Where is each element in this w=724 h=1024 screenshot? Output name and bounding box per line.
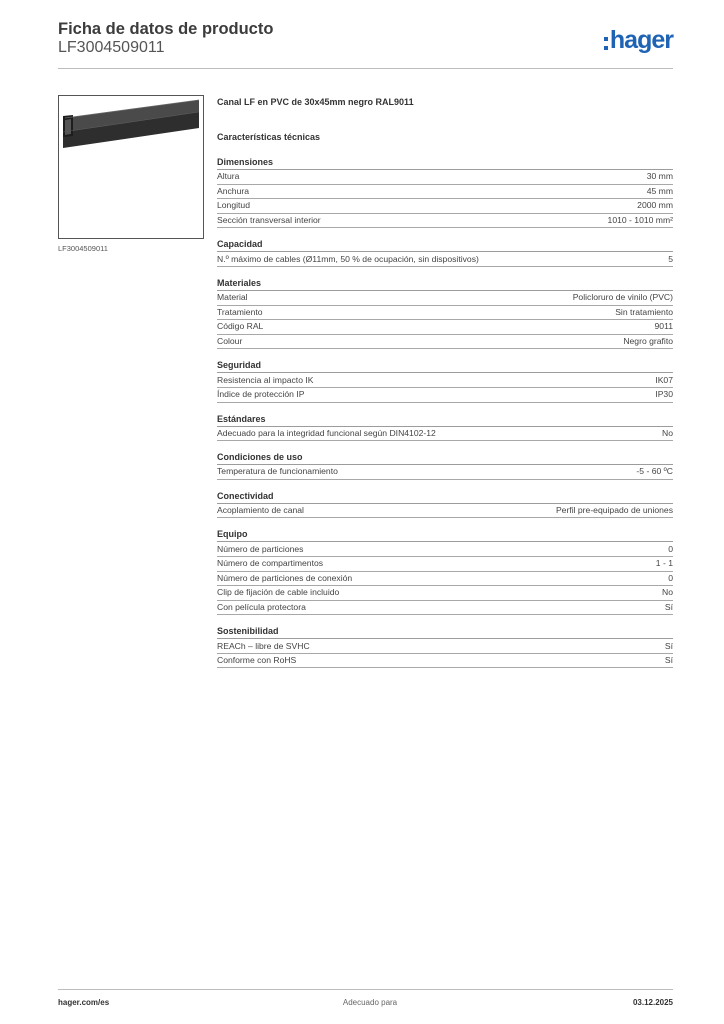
spec-value: 45 mm [646,185,673,196]
spec-row [217,504,673,519]
spec-value: No [662,587,673,598]
spec-value: Sin tratamiento [615,306,673,317]
spec-row [217,542,673,557]
spec-value: IK07 [655,374,673,385]
spec-section [217,359,673,402]
spec-label: Material [217,292,248,303]
footer-divider [58,989,673,990]
product-name: Canal LF en PVC de 30x45mm negro RAL9011 [217,97,414,107]
spec-label: N.º máximo de cables (Ø11mm, 50 % de ocupación, sin dispositivos) [217,253,479,264]
section-title: Materiales [217,277,673,291]
spec-row [217,214,673,229]
spec-value: Sí [664,655,673,666]
section-title: Estándares [217,413,673,427]
spec-row [217,465,673,480]
spec-row [217,185,673,200]
spec-row [217,170,673,185]
spec-value: 9011 [654,321,673,332]
spec-value: 5 [668,253,673,264]
document-title: Ficha de datos de producto [58,20,274,38]
hager-logo [604,25,673,55]
spec-row [217,291,673,306]
spec-label: Colour [217,336,243,347]
page-header [58,20,673,68]
product-image [58,95,204,239]
spec-label: Acoplamiento de canal [217,505,304,516]
spec-section [217,625,673,668]
spec-row [217,557,673,572]
section-title: Equipo [217,528,673,542]
spec-row [217,427,673,442]
image-caption: LF3004509011 [58,244,108,253]
spec-sections [217,156,673,668]
spec-label: Tratamiento [217,306,263,317]
section-title: Sostenibilidad [217,625,673,639]
spec-value: No [662,427,673,438]
spec-row [217,601,673,616]
spec-value: IP30 [655,389,673,400]
spec-value: 1 - 1 [655,558,673,569]
spec-label: Anchura [217,185,250,196]
product-code: LF3004509011 [58,39,165,56]
spec-value: 0 [668,572,673,583]
spec-section [217,413,673,442]
logo-colon-mark [604,37,608,50]
section-title: Dimensiones [217,156,673,170]
spec-section [217,156,673,228]
spec-section [217,451,673,480]
spec-row [217,306,673,321]
spec-row [217,654,673,669]
logo-text: hager [609,26,673,54]
spec-label: Temperatura de funcionamiento [217,466,338,477]
spec-value: 0 [668,543,673,554]
section-title: Capacidad [217,238,673,252]
spec-value: -5 - 60 ºC [636,466,673,477]
spec-label: Clip de fijación de cable incluido [217,587,340,598]
spec-label: Adecuado para la integridad funcional según DIN4102-12 [217,427,436,438]
spec-section [217,277,673,349]
spec-row [217,373,673,388]
spec-row [217,335,673,350]
spec-label: Número de particiones de conexión [217,572,353,583]
spec-section [217,528,673,615]
spec-label: Altura [217,171,240,182]
tech-characteristics-heading: Características técnicas [217,132,321,142]
spec-label: Sección transversal interior [217,215,321,226]
spec-value: Policloruro de vinilo (PVC) [572,292,673,303]
spec-section [217,490,673,519]
spec-value: Negro grafito [623,336,673,347]
spec-value: 1010 - 1010 mm² [607,215,673,226]
spec-row [217,252,673,267]
spec-row [217,199,673,214]
spec-label: Resistencia al impacto IK [217,374,314,385]
spec-label: Número de compartimentos [217,558,324,569]
spec-section [217,238,673,267]
footer-date: 03.12.2025 [632,998,673,1007]
spec-value: 30 mm [646,171,673,182]
spec-value: Sí [664,640,673,651]
spec-value: Sí [664,601,673,612]
spec-label: Código RAL [217,321,264,332]
footer-website[interactable]: hager.com/es [58,998,110,1007]
footer-center-text: Adecuado para [342,998,398,1007]
spec-row [217,388,673,403]
section-title: Condiciones de uso [217,451,673,465]
spec-value: Perfil pre-equipado de uniones [555,505,673,516]
spec-label: Longitud [217,200,250,211]
spec-row [217,320,673,335]
spec-content [217,96,673,678]
spec-label: Con película protectora [217,601,306,612]
spec-row [217,639,673,654]
section-title: Seguridad [217,359,673,373]
spec-value: 2000 mm [637,200,673,211]
spec-row [217,572,673,587]
spec-label: Índice de protección IP [217,389,305,400]
header-divider [58,68,673,69]
spec-row [217,586,673,601]
spec-label: Número de particiones [217,543,304,554]
spec-label: Conforme con RoHS [217,655,297,666]
section-title: Conectividad [217,490,673,504]
spec-label: REACh – libre de SVHC [217,640,310,651]
